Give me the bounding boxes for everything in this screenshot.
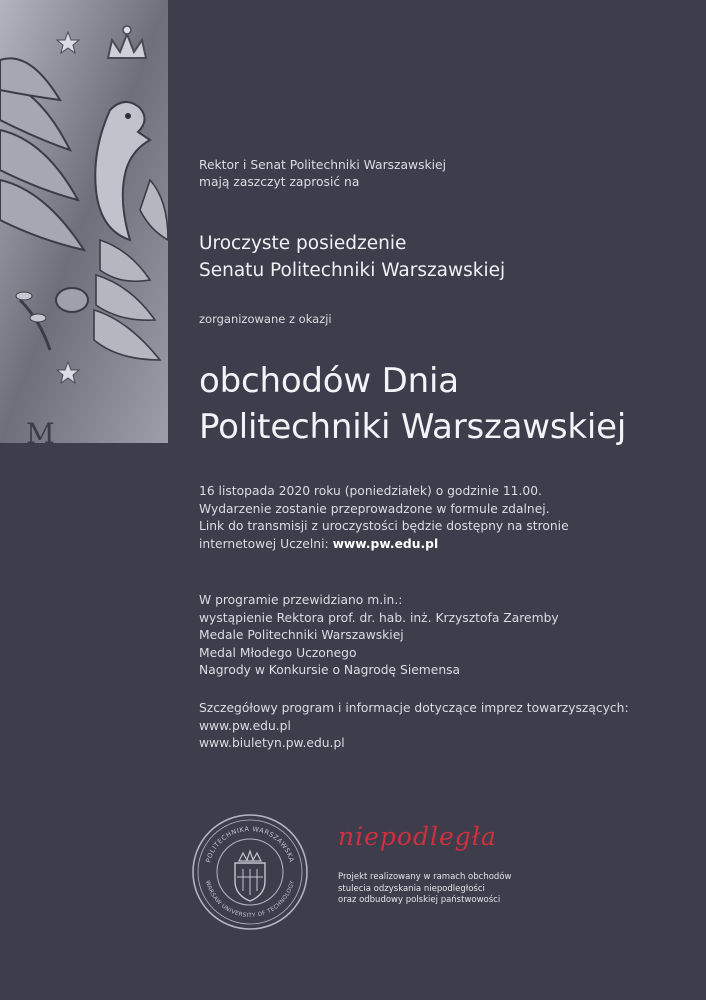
details-prefix: internetowej Uczelni: xyxy=(199,536,333,551)
project-note-line: Projekt realizowany w ramach obchodów xyxy=(338,872,512,882)
program-item: Medale Politechniki Warszawskiej xyxy=(199,628,404,642)
project-note xyxy=(338,872,511,907)
seal-text-bottom: WARSAW UNIVERSITY OF TECHNOLOGY xyxy=(203,879,297,920)
details-line: Link do transmisji z uroczystości będzie dostępny na stronie xyxy=(199,519,569,533)
eagle-icon xyxy=(0,0,168,443)
title-line: Politechniki Warszawskiej xyxy=(199,407,627,447)
project-note-line: oraz odbudowy polskiej państwowości xyxy=(338,895,501,905)
headline-line: Uroczyste posiedzenie xyxy=(199,233,407,254)
event-headline xyxy=(199,230,505,284)
details-line xyxy=(199,536,569,554)
svg-text:M: M xyxy=(26,417,55,443)
university-seal-logo xyxy=(191,813,309,931)
page-title xyxy=(199,358,626,450)
program-item: Nagrody w Konkursie o Nagrodę Siemensa xyxy=(199,663,461,677)
intro-line: Rektor i Senat Politechniki Warszawskiej xyxy=(199,158,447,172)
intro-line: mają zaszczyt zaprosić na xyxy=(199,175,360,189)
details-line: 16 listopada 2020 roku (poniedziałek) o godzinie 11.00. xyxy=(199,484,542,498)
bulletin-link[interactable]: www.biuletyn.pw.edu.pl xyxy=(199,736,345,750)
seal-text-top: POLITECHNIKA WARSZAWSKA xyxy=(204,824,296,864)
niepodlegla-logo: niepodległa xyxy=(338,822,497,851)
program-section xyxy=(199,592,559,680)
headline-line: Senatu Politechniki Warszawskiej xyxy=(199,260,506,281)
website-link[interactable]: www.pw.edu.pl xyxy=(199,718,291,733)
title-line: obchodów Dnia xyxy=(199,361,459,401)
program-item: Medal Młodego Uczonego xyxy=(199,645,357,660)
details-line: Wydarzenie zostanie przeprowadzone w formule zdalnej. xyxy=(199,501,550,516)
program-heading: W programie przewidziano m.in.: xyxy=(199,593,403,607)
project-note-line: stulecia odzyskania niepodległości xyxy=(338,883,485,894)
more-info-heading: Szczegółowy program i informacje dotyczące imprez towarzyszących: xyxy=(199,701,629,715)
event-details xyxy=(199,483,569,553)
occasion-text: zorganizowane z okazji xyxy=(199,312,332,326)
intro-text xyxy=(199,157,446,191)
more-info-section xyxy=(199,700,629,753)
website-link[interactable]: www.pw.edu.pl xyxy=(332,536,439,551)
program-item: wystąpienie Rektora prof. dr. hab. inż. Krzysztofa Zaremby xyxy=(199,610,559,625)
eagle-emblem-image xyxy=(0,0,168,443)
